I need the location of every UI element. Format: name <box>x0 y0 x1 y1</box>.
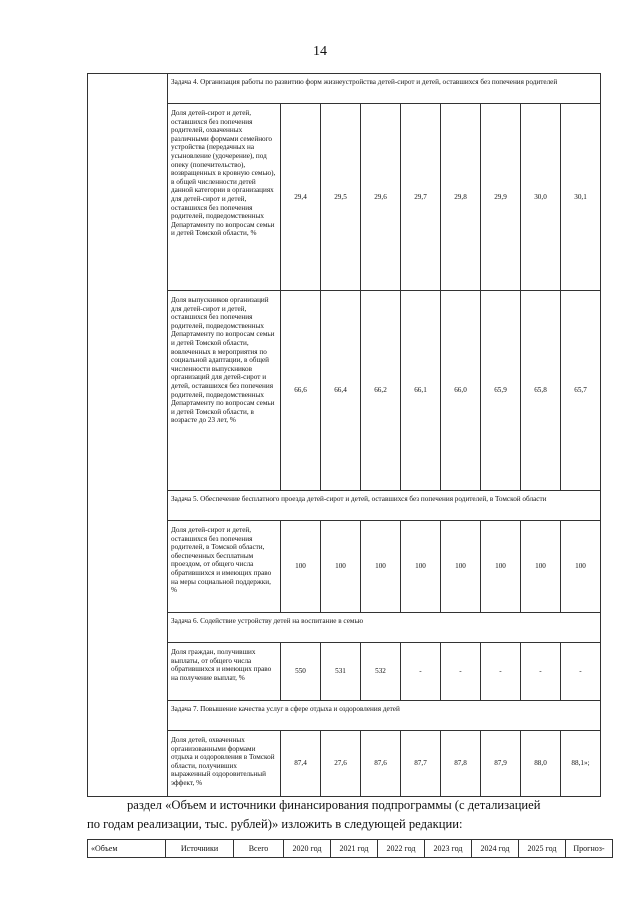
funding-header-cell: 2022 год <box>378 840 425 858</box>
value-cell: - <box>561 643 601 701</box>
value-cell: 87,7 <box>401 731 441 797</box>
value-cell: 65,8 <box>521 291 561 491</box>
paragraph-line: по годам реализации, тыс. рублей)» изложить в следующей редакции: <box>87 817 463 831</box>
value-cell: 30,0 <box>521 104 561 291</box>
left-blank-cell <box>88 74 168 797</box>
indicator-cell: Доля выпускников организаций для детей-сирот и детей, оставшихся без попечения родителей, подведомственных Департаменту по вопросам семьи и детей Томской области, вовлеченных в мероприятия по социальной адаптации, в общей численности выпускников организаций для детей-сирот и детей, оставшихся без попечения родителей, подведомственных Департаменту по вопросам семьи и детей Томской области, в возрасте до 23 лет, % <box>168 291 281 491</box>
amendment-paragraph <box>87 796 607 834</box>
value-cell: 30,1 <box>561 104 601 291</box>
task-7-title: Задача 7. Повышение качества услуг в сфере отдыха и оздоровления детей <box>168 701 601 731</box>
indicator-cell: Доля граждан, получивших выплаты, от общего числа обратившихся и имеющих право на получение выплат, % <box>168 643 281 701</box>
value-cell: 66,4 <box>321 291 361 491</box>
value-cell: - <box>481 643 521 701</box>
value-cell: 66,6 <box>281 291 321 491</box>
value-cell: 65,7 <box>561 291 601 491</box>
value-cell: 29,8 <box>441 104 481 291</box>
value-cell: 100 <box>361 521 401 613</box>
value-cell: 87,4 <box>281 731 321 797</box>
funding-table <box>87 839 613 858</box>
value-cell: - <box>401 643 441 701</box>
funding-header-cell: «Объем <box>88 840 166 858</box>
paragraph-line: раздел «Объем и источники финансирования подпрограммы (с детализацией <box>127 798 541 812</box>
value-cell: 531 <box>321 643 361 701</box>
value-cell: 88,0 <box>521 731 561 797</box>
value-cell: 66,2 <box>361 291 401 491</box>
value-cell: 100 <box>281 521 321 613</box>
value-cell: 532 <box>361 643 401 701</box>
funding-header-cell: Всего <box>234 840 284 858</box>
funding-header-cell: 2020 год <box>284 840 331 858</box>
value-cell: 100 <box>441 521 481 613</box>
value-cell: 29,4 <box>281 104 321 291</box>
value-cell: 29,6 <box>361 104 401 291</box>
page-number: 14 <box>313 44 327 59</box>
value-cell: 87,6 <box>361 731 401 797</box>
value-cell: 65,9 <box>481 291 521 491</box>
value-cell: 29,7 <box>401 104 441 291</box>
value-cell: 88,1»; <box>561 731 601 797</box>
task-6-title: Задача 6. Содействие устройству детей на воспитание в семью <box>168 613 601 643</box>
value-cell: 100 <box>481 521 521 613</box>
value-cell: 66,0 <box>441 291 481 491</box>
value-cell: 100 <box>521 521 561 613</box>
value-cell: 550 <box>281 643 321 701</box>
value-cell: 29,9 <box>481 104 521 291</box>
value-cell: 100 <box>321 521 361 613</box>
indicators-table <box>87 73 601 797</box>
value-cell: 29,5 <box>321 104 361 291</box>
value-cell: 87,8 <box>441 731 481 797</box>
funding-header-cell: Источники <box>166 840 234 858</box>
value-cell: - <box>441 643 481 701</box>
value-cell: 27,6 <box>321 731 361 797</box>
value-cell: 87,9 <box>481 731 521 797</box>
indicator-cell: Доля детей, охваченных организованными формами отдыха и оздоровления в Томской области, получивших выраженный оздоровительный эффект, % <box>168 731 281 797</box>
value-cell: 100 <box>401 521 441 613</box>
value-cell: - <box>521 643 561 701</box>
indicator-cell: Доля детей-сирот и детей, оставшихся без попечения родителей, охваченных различными формами семейного устройства (передачных на усыновление (удочерение), под опеку (попечительство), возвращенных в кровную семью), в общей численности детей данной категории в организациях для детей-сирот и детей, оставшихся без попечения родителей, подведомственных Департаменту по вопросам семьи и детей Томской области, % <box>168 104 281 291</box>
value-cell: 100 <box>561 521 601 613</box>
task-4-title: Задача 4. Организация работы по развитию форм жизнеустройства детей-сирот и детей, оставшихся без попечения родителей <box>168 74 601 104</box>
task-5-title: Задача 5. Обеспечение бесплатного проезда детей-сирот и детей, оставшихся без попечения родителей, в Томской области <box>168 491 601 521</box>
indicator-cell: Доля детей-сирот и детей, оставшихся без попечения родителей, в Томской области, обеспеченных бесплатным проездом, от общего числа обратившихся и имеющих право на меры социальной поддержки, % <box>168 521 281 613</box>
funding-header-cell: 2023 год <box>425 840 472 858</box>
funding-header-cell: 2025 год <box>519 840 566 858</box>
funding-header-cell: Прогноз- <box>566 840 613 858</box>
value-cell: 66,1 <box>401 291 441 491</box>
funding-header-cell: 2021 год <box>331 840 378 858</box>
funding-header-cell: 2024 год <box>472 840 519 858</box>
